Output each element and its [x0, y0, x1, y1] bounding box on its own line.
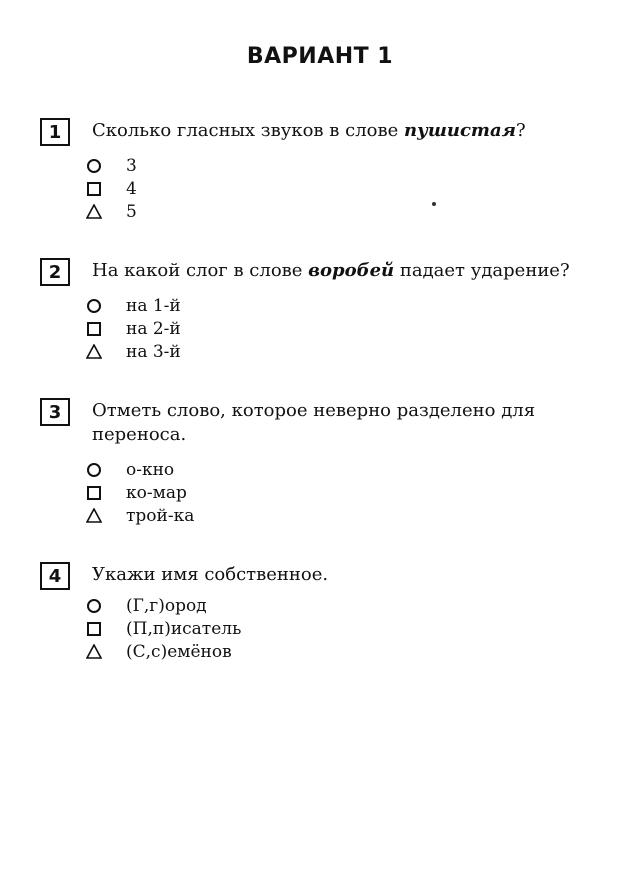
option-label: 4	[126, 178, 137, 199]
circle-icon[interactable]	[86, 463, 126, 477]
question-text: Укажи имя собственное.	[92, 564, 329, 585]
page-title: ВАРИАНТ 1	[246, 44, 394, 69]
question-number: 4	[40, 562, 70, 590]
options-list	[86, 154, 137, 223]
option-item[interactable]	[86, 177, 137, 200]
option-item[interactable]	[86, 640, 241, 663]
square-icon[interactable]	[86, 322, 126, 336]
question-text: На какой слог в слове воробей падает ударение?	[92, 260, 570, 281]
option-item[interactable]	[86, 481, 194, 504]
circle-icon[interactable]	[86, 599, 126, 613]
option-label: на 2-й	[126, 318, 181, 339]
option-label: трой-ка	[126, 505, 195, 526]
options-list	[86, 594, 241, 663]
options-list	[86, 458, 194, 527]
circle-icon[interactable]	[86, 159, 126, 173]
option-label: (П,п)исатель	[126, 618, 242, 639]
option-item[interactable]	[86, 317, 181, 340]
triangle-icon[interactable]	[86, 508, 126, 523]
option-label: 3	[126, 155, 137, 176]
option-label: 5	[126, 201, 137, 222]
option-label: (С,с)емёнов	[126, 641, 232, 662]
square-icon[interactable]	[86, 486, 126, 500]
option-label: на 1-й	[126, 295, 181, 316]
option-item[interactable]	[86, 340, 181, 363]
option-label: ко-мар	[126, 482, 187, 503]
option-item[interactable]	[86, 504, 194, 527]
option-item[interactable]	[86, 617, 241, 640]
triangle-icon[interactable]	[86, 644, 126, 659]
square-icon[interactable]	[86, 182, 126, 196]
option-label: о-кно	[126, 459, 175, 480]
question-text: Сколько гласных звуков в слове пушистая?	[92, 120, 526, 141]
question-number: 1	[40, 118, 70, 146]
option-item[interactable]	[86, 458, 194, 481]
question-text	[92, 399, 620, 447]
option-item[interactable]	[86, 200, 137, 223]
triangle-icon[interactable]	[86, 204, 126, 219]
options-list	[86, 294, 181, 363]
question-text-line: Отметь слово, которое неверно разделено для	[92, 400, 536, 421]
square-icon[interactable]	[86, 622, 126, 636]
option-label: на 3-й	[126, 341, 181, 362]
triangle-icon[interactable]	[86, 344, 126, 359]
option-item[interactable]	[86, 294, 181, 317]
option-label: (Г,г)ород	[126, 595, 207, 616]
question-number: 3	[40, 398, 70, 426]
option-item[interactable]	[86, 154, 137, 177]
circle-icon[interactable]	[86, 299, 126, 313]
question-text-line: переноса.	[92, 424, 187, 445]
question-number: 2	[40, 258, 70, 286]
ink-dot	[432, 202, 436, 206]
option-item[interactable]	[86, 594, 241, 617]
